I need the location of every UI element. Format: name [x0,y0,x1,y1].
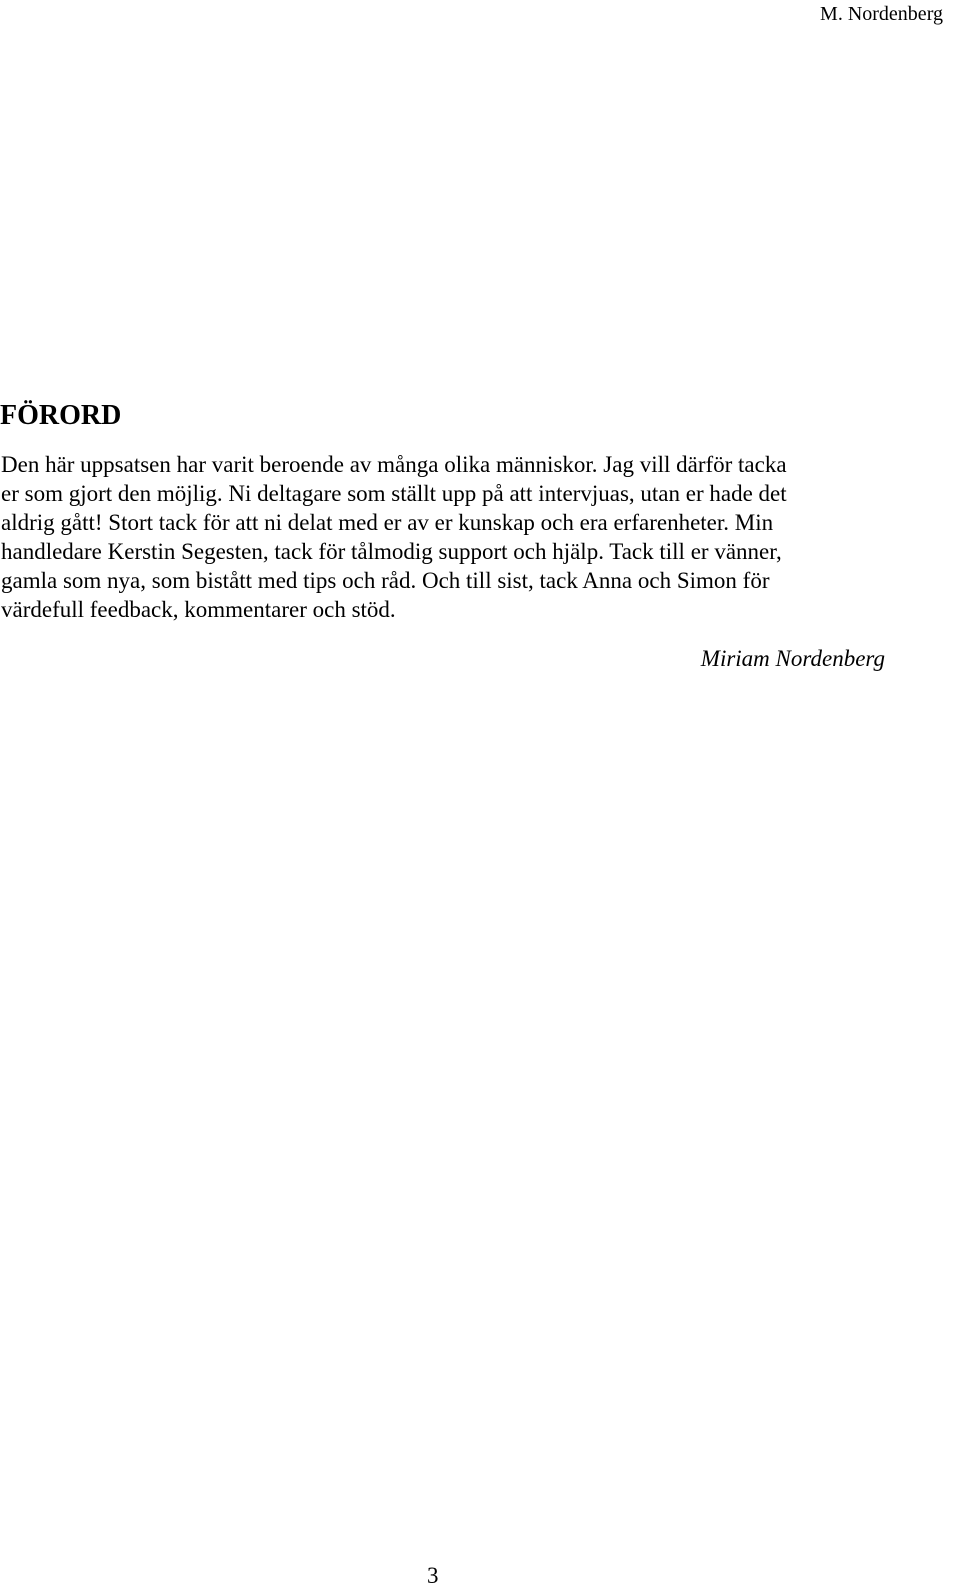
paragraph-line: Den här uppsatsen har varit beroende av många olika människor. Jag vill därför tacka [1,452,787,477]
page-number: 3 [427,1563,439,1588]
paragraph-line: värdefull feedback, kommentarer och stöd. [1,597,396,622]
paragraph-line: handledare Kerstin Segesten, tack för tålmodig support och hjälp. Tack till er vänner, [1,539,782,564]
foreword-title: FÖRORD [0,400,122,431]
foreword-paragraph [1,450,959,624]
paragraph-line: gamla som nya, som bistått med tips och råd. Och till sist, tack Anna och Simon för [1,568,770,593]
paragraph-line: aldrig gått! Stort tack för att ni delat med er av er kunskap och era erfarenheter. Min [1,510,774,535]
running-header-author: M. Nordenberg [820,3,943,25]
author-signature: Miriam Nordenberg [700,646,885,671]
paragraph-line: er som gjort den möjlig. Ni deltagare som ställt upp på att intervjuas, utan er hade det [1,481,787,506]
